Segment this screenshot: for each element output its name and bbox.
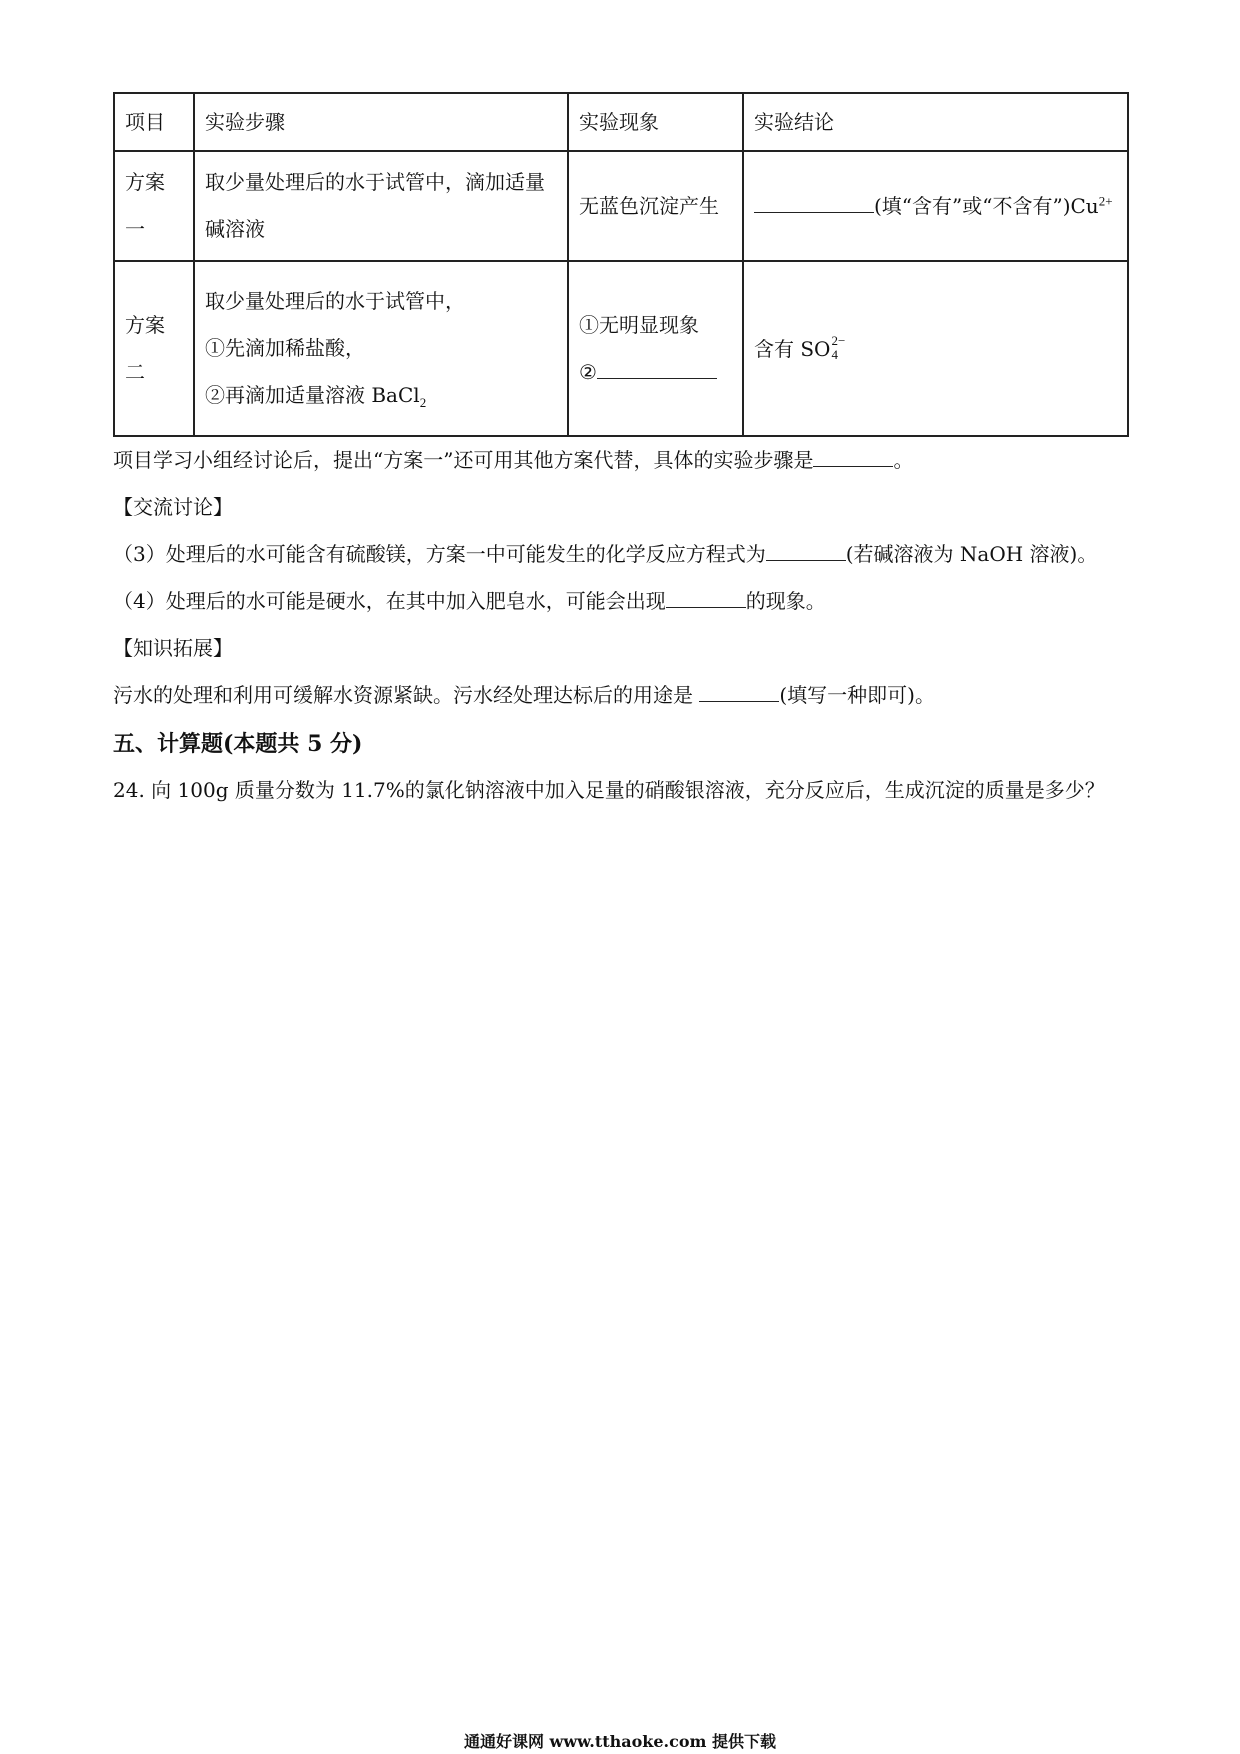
heading-extend: 【知识拓展】 (113, 636, 233, 660)
table-header-step: 实验步骤 (194, 93, 568, 151)
row1-conclusion-text: (填“含有”或“不含有”)Cu (874, 193, 1099, 218)
text: （4）处理后的水可能是硬水，在其中加入肥皂水，可能会出现 (113, 589, 666, 613)
row1-conclusion (743, 151, 1128, 261)
row2-conclusion-text: 含有 SO (754, 336, 831, 361)
sulfate-ion-script (830, 325, 845, 372)
text: 污水的处理和利用可缓解水资源紧缺。污水经处理达标后的用途是 (113, 683, 700, 707)
row2-phenomenon-line1: ①无明显现象 (579, 312, 699, 337)
table-header-conclusion: 实验结论 (743, 93, 1128, 151)
heading-exchange: 【交流讨论】 (113, 495, 233, 519)
answer-blank[interactable] (597, 354, 717, 379)
subscript-2: 2 (419, 395, 427, 410)
table-row (114, 151, 1128, 261)
answer-blank[interactable] (766, 536, 846, 561)
answer-blank[interactable] (699, 677, 779, 702)
table-header-phenomenon: 实验现象 (568, 93, 743, 151)
question-24: 24. 向 100g 质量分数为 11.7%的氯化钠溶液中加入足量的硝酸银溶液，充分反应后，生成沉淀的质量是多少？ (113, 778, 1105, 802)
row2-phenomenon-line2: ② (579, 359, 597, 384)
text: 项目学习小组经讨论后，提出“方案一”还可用其他方案代替，具体的实验步骤是 (113, 448, 814, 472)
answer-blank[interactable] (666, 583, 746, 608)
row2-step-line2: ①先滴加稀盐酸， (205, 336, 365, 360)
experiment-table (113, 92, 1129, 437)
row2-step-line3-wrap (205, 372, 557, 419)
text: (若碱溶液为 NaOH 溶液)。 (845, 542, 1098, 566)
paragraph-extension (113, 672, 1127, 719)
table-row (114, 261, 1128, 436)
answer-blank[interactable] (754, 188, 874, 213)
row2-step-line3: ②再滴加适量溶液 BaCl (205, 383, 420, 407)
question-4 (113, 578, 1127, 625)
ion-superscript: 2− (831, 333, 846, 349)
question-3 (113, 531, 1127, 578)
row2-item: 方案二 (114, 261, 194, 436)
table-header-item: 项目 (114, 93, 194, 151)
row2-phenomenon (568, 261, 743, 436)
row1-step: 取少量处理后的水于试管中，滴加适量碱溶液 (194, 151, 568, 261)
row2-conclusion (743, 261, 1128, 436)
text: 。 (893, 448, 914, 472)
paragraph-alternative-step (113, 437, 1127, 484)
row2-phenomenon-line2-wrap (579, 349, 732, 396)
text: （3）处理后的水可能含有硫酸镁，方案一中可能发生的化学反应方程式为 (113, 542, 766, 566)
row1-item: 方案一 (114, 151, 194, 261)
row2-step (194, 261, 568, 436)
answer-blank[interactable] (813, 442, 893, 467)
footer-watermark: 通通好课网 www.tthaoke.com 提供下载 (463, 1732, 777, 1751)
document-page (113, 92, 1127, 814)
text: 的现象。 (745, 589, 826, 613)
ion-subscript: 4 (831, 347, 838, 363)
row1-phenomenon: 无蓝色沉淀产生 (568, 151, 743, 261)
charge-superscript: 2+ (1098, 192, 1113, 208)
row2-step-line1: 取少量处理后的水于试管中， (205, 289, 465, 313)
text: (填写一种即可)。 (779, 683, 935, 707)
table-header-row (114, 93, 1128, 151)
section-5-heading: 五、计算题(本题共 5 分) (113, 731, 363, 757)
